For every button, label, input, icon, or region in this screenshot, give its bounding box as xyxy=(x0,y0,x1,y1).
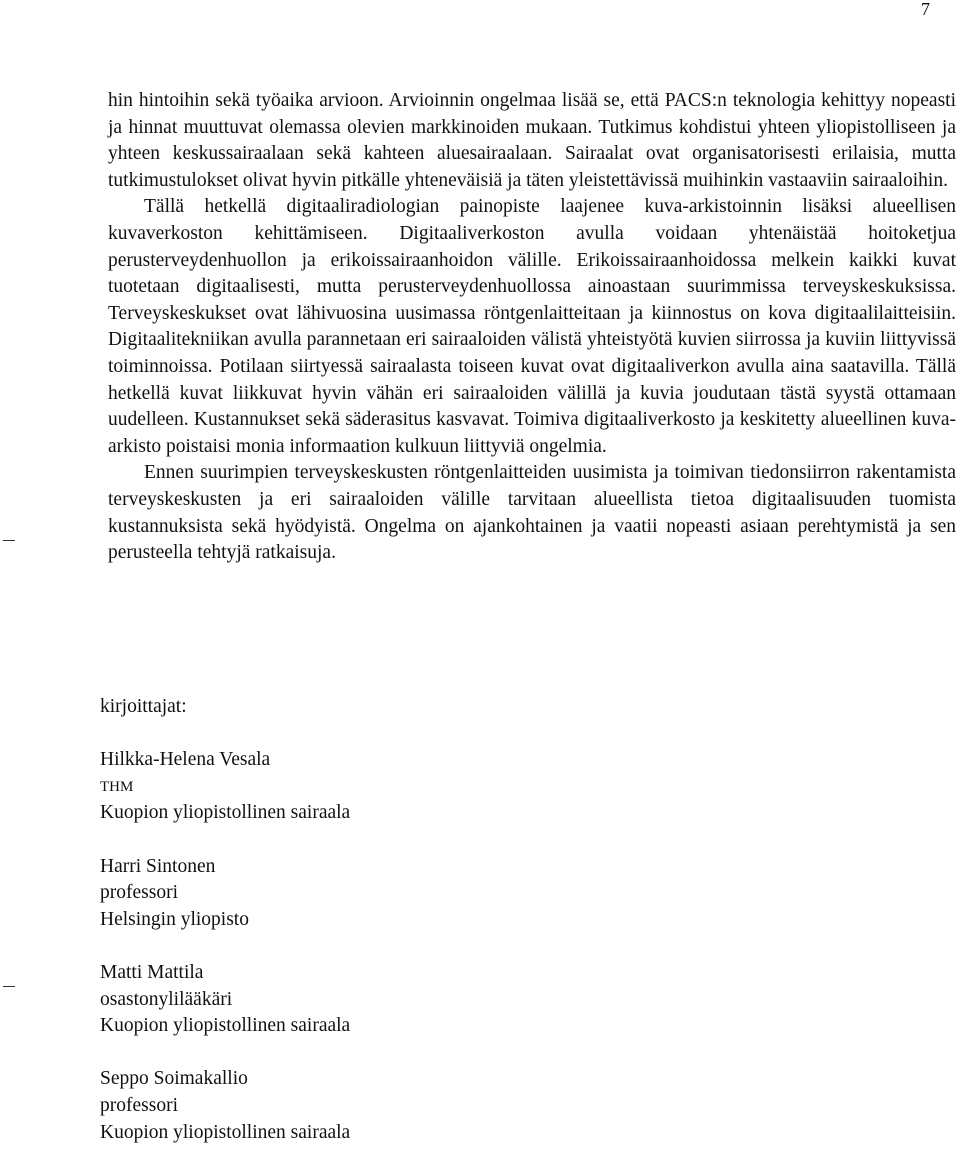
paragraph-1: hin hintoihin sekä työaika arvioon. Arvioinnin ongelmaa lisää se, että PACS:n teknologia kehittyy nopeasti ja hinnat muuttuvat olemassa olevien markkinoiden mukaan. Tutkimus kohdistui yhteen yliopistolliseen ja yhteen keskussairaalaan sekä kahteen aluesairaalaan. Sairaalat ovat organisatorisesti erilaisia, mutta tutkimustulokset olivat hyvin pitkälle yhteneväisiä ja täten yleistettävissä muihinkin vastaaviin sairaaloihin. xyxy=(108,90,956,191)
paragraph-3: Ennen suurimpien terveyskeskusten röntgenlaitteiden uusimista ja toimivan tiedonsiirron rakentamista terveyskeskusten ja eri sairaaloiden välille tarvitaan alueellista tietoa digitaalisuuden tuomista kustannuksista sekä hyödyistä. Ongelma on ajankohtainen ja vaatii nopeasti asiaan perehtymistä ja sen perusteella tehtyjä ratkaisuja. xyxy=(108,462,956,564)
author-block xyxy=(100,747,700,827)
author-name: Harri Sintonen xyxy=(100,855,216,877)
author-block xyxy=(100,960,700,1040)
author-block xyxy=(100,854,700,934)
paragraph-2: Tällä hetkellä digitaaliradiologian painopiste laajenee kuva-arkistoinnin lisäksi alueellisen kuvaverkoston kehittämiseen. Digitaaliverkoston avulla voidaan yhtenäistää hoitoketjua perusterveydenhuollon ja erikoissairaanhoidon välille. Erikoissairaanhoidossa melkein kaikki kuvat tuotetaan digitaalisesti, mutta perusterveydenhuollossa ainoastaan suurimmissa terveyskeskuksissa. Terveyskeskukset ovat lähivuosina uusimassa röntgenlaitteitaan ja kiinnostus on kova digitaalilaitteisiin. Digitaalitekniikan avulla parannetaan eri sairaaloiden välistä yhteistyötä kuvien siirrossa ja kuviin liittyvissä toiminnoissa. Potilaan siirtyessä sairaalasta toiseen kuvat ovat digitaaliverkon avulla aina saatavilla. Tällä hetkellä kuvat liikkuvat hyvin vähän eri sairaaloiden välillä ja kuvia joudutaan tästä syystä ottamaan uudelleen. Kustannukset sekä säderasitus kasvavat. Toimiva digitaaliverkosto ja keskitetty alueellinen kuva-arkisto poistaisi monia informaation kulkuun liittyviä ongelmia. xyxy=(108,196,956,457)
author-affiliation: Kuopion yliopistollinen sairaala xyxy=(100,1121,351,1143)
author-affiliation: Kuopion yliopistollinen sairaala xyxy=(100,1015,351,1037)
margin-mark xyxy=(3,540,15,541)
author-name: Seppo Soimakallio xyxy=(100,1068,248,1090)
author-affiliation: Helsingin yliopisto xyxy=(100,908,249,930)
author-title: osastonylilääkäri xyxy=(100,988,233,1010)
author-affiliation: Kuopion yliopistollinen sairaala xyxy=(100,802,351,824)
author-title: professori xyxy=(100,1094,178,1116)
authors-section xyxy=(100,694,700,1173)
margin-mark xyxy=(3,986,15,987)
page-number: 7 xyxy=(921,0,930,19)
author-title: THM xyxy=(100,778,134,795)
author-name: Hilkka-Helena Vesala xyxy=(100,749,271,771)
body-text xyxy=(108,88,956,567)
author-block xyxy=(100,1066,700,1146)
author-name: Matti Mattila xyxy=(100,961,204,983)
authors-heading: kirjoittajat: xyxy=(100,696,187,717)
author-title: professori xyxy=(100,882,178,904)
